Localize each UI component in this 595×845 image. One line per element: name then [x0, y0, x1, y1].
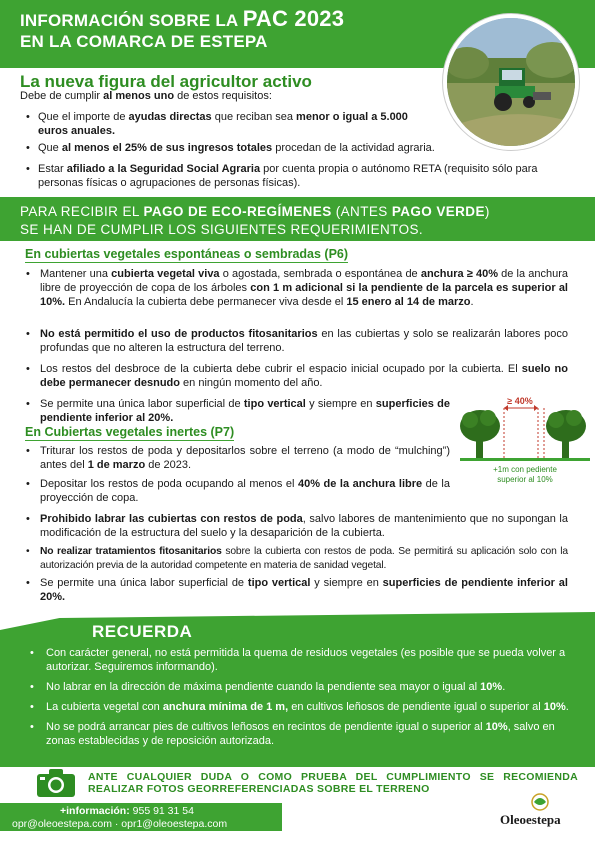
- svg-text:+1m con pediente: +1m con pediente: [493, 465, 557, 474]
- title-line1: INFORMACIÓN SOBRE LA: [20, 11, 243, 30]
- camera-icon: [36, 768, 76, 798]
- list-item: • No labrar en la dirección de máxima pendiente cuando la pendiente sea mayor o igual al 10%.: [28, 680, 573, 694]
- list-item: • Con carácter general, no está permitida la quema de residuos vegetales (es posible que se pueda volver a autorizar. Seguiremos informando).: [28, 646, 573, 674]
- p7-item-1: • Triturar los restos de poda y depositarlos sobre el terreno (a modo de “mulching”) antes del 1 de marzo de 2023.: [26, 445, 450, 471]
- list-item: • Estar afiliado a la Seguridad Social Agraria por cuenta propia o autónomo RETA (requisito sólo para personas físicas o agrupaciones de personas físicas).: [22, 162, 582, 190]
- p7-item-5: • Se permite una única labor superficial de tipo vertical y siempre en superficies de pendiente inferior al 20%.: [26, 577, 568, 603]
- diagram-pct-label: ≥ 40%: [507, 396, 533, 406]
- logo-text: Oleoestepa: [500, 812, 561, 827]
- title-line2: EN LA COMARCA DE ESTEPA: [20, 32, 268, 51]
- p6-item-2: • No está permitido el uso de productos fitosanitarios en las cubiertas y solo se realizarán labores poco profundas que no alteren la estructura del terreno.: [26, 328, 569, 354]
- p6-item-4: • Se permite una única labor superficial de tipo vertical y siempre en superficies de pendiente inferior al 20%.: [26, 398, 450, 424]
- list-item: • La cubierta vegetal con anchura mínima de 1 m, en cultivos leñosos de pendiente igual o superior al 10%.: [28, 700, 573, 714]
- agricultor-intro: Debe de cumplir al menos uno de estos requisitos:: [20, 90, 272, 102]
- recuerda-list: [28, 646, 573, 754]
- requisitos-list: [22, 110, 412, 138]
- list-item: • Que el importe de ayudas directas que reciban sea menor o igual a 5.000 euros anuales.: [22, 110, 412, 138]
- title-pac-2023: PAC 2023: [242, 6, 345, 31]
- p6-item-1: • Mantener una cubierta vegetal viva o agostada, sembrada o espontánea de anchura ≥ 40% de la anchura libre de proyección de copa de los árboles con 1 m adicional si la pendiente de la parcela es superior al 10%. En Andalucía la cubierta debe permanecer viva desde el 15 enero al 14 de marzo.: [26, 268, 568, 308]
- tree-icon: [460, 410, 500, 458]
- cubierta-diagram: [460, 388, 590, 488]
- p7-item-4: • No realizar tratamientos fitosanitarios sobre la cubierta con restos de poda. Se permitirá su aplicación solo con la autorización previa de la autoridad competente en materia de sanidad vegetal.: [26, 546, 568, 571]
- contact-emails[interactable]: opr@oleoestepa.com · opr1@oleoestepa.com: [12, 818, 228, 830]
- p6-title: En cubiertas vegetales espontáneas o sembradas (P6): [25, 247, 349, 261]
- tractor-photo: [443, 14, 579, 150]
- contact-box: [0, 803, 282, 831]
- p7-title: En Cubiertas vegetales inertes (P7): [25, 425, 235, 439]
- eco-regimenes-banner: PARA RECIBIR EL PAGO DE ECO-REGÍMENES (ANTES PAGO VERDE) SE HAN DE CUMPLIR LOS SIGUIENTES REQUERIMIENTOS.: [0, 197, 595, 241]
- list-item: • Que al menos el 25% de sus ingresos totales procedan de la actividad agraria.: [22, 141, 492, 155]
- tree-icon: [546, 410, 586, 458]
- list-item: • No se podrá arrancar pies de cultivos leñosos en recintos de pendiente igual o superior al 10%, salvo en zonas establecidas y de reposición autorizada.: [28, 720, 573, 748]
- agricultor-activo-title: La nueva figura del agricultor activo: [20, 72, 312, 91]
- requisitos-list-3: [22, 162, 582, 190]
- contact-label: +información:: [60, 805, 130, 817]
- recuerda-title: RECUERDA: [92, 622, 193, 641]
- p7-item-2: • Depositar los restos de poda ocupando al menos el 40% de la anchura libre de la proyección de copa.: [26, 478, 450, 504]
- page-title: [20, 8, 344, 52]
- p6-item-3: • Los restos del desbroce de la cubierta debe cubrir el espacio inicial ocupado por la cubierta. El suelo no debe permanecer desnudo en ningún momento del año.: [26, 363, 568, 389]
- contact-phone[interactable]: 955 91 31 54: [132, 805, 194, 817]
- svg-text:superior al 10%: superior al 10%: [497, 475, 553, 484]
- photo-recommendation: ANTE CUALQUIER DUDA O COMO PRUEBA DEL CUMPLIMIENTO SE RECOMIENDA REALIZAR FOTOS GEORREFERENCIADAS SOBRE EL TERRENO: [88, 771, 578, 795]
- requisitos-list-2: [22, 141, 492, 155]
- p7-item-3: • Prohibido labrar las cubiertas con restos de poda, salvo labores de mantenimiento que no supongan la modificación de la estructura del suelo y la desaparición de la cubierta.: [26, 513, 568, 539]
